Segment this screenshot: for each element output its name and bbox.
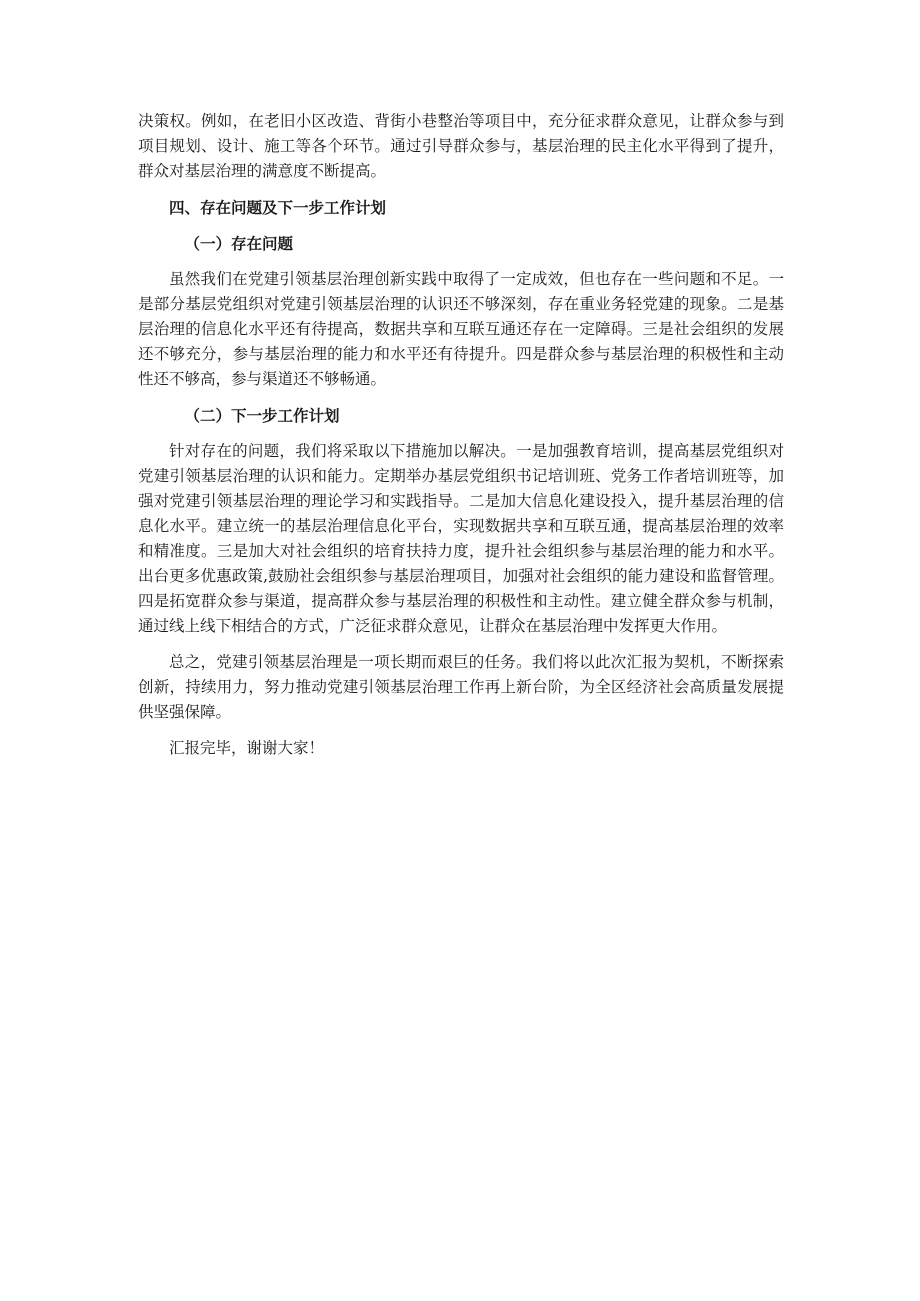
- document-page: [138, 109, 784, 761]
- paragraph-problems: 虽然我们在党建引领基层治理创新实践中取得了一定成效，但也存在一些问题和不足。一是部分基层党组织对党建引领基层治理的认识还不够深刻，存在重业务轻党建的现象。二是基层治理的信息化水平还有待提高，数据共享和互联互通还存在一定障碍。三是社会组织的发展还不够充分，参与基层治理的能力和水平还有待提升。四是群众参与基层治理的积极性和主动性还不够高，参与渠道还不够畅通。: [138, 270, 784, 388]
- subsection-2-heading: （二）下一步工作计划: [184, 406, 340, 425]
- paragraph-intro-tail: 决策权。例如，在老旧小区改造、背街小巷整治等项目中，充分征求群众意见，让群众参与到项目规划、设计、施工等各个环节。通过引导群众参与，基层治理的民主化水平得到了提升，群众对基层治理的满意度不断提高。: [138, 112, 784, 180]
- paragraph-summary: 总之，党建引领基层治理是一项长期而艰巨的任务。我们将以此次汇报为契机，不断探索创新，持续用力，努力推动党建引领基层治理工作再上新台阶，为全区经济社会高质量发展提供坚强保障。: [138, 653, 784, 721]
- section-4-heading: 四、存在问题及下一步工作计划: [169, 198, 387, 217]
- subsection-1-heading: （一）存在问题: [184, 234, 294, 253]
- closing-line: 汇报完毕，谢谢大家！: [169, 739, 325, 757]
- paragraph-next-steps: 针对存在的问题，我们将采取以下措施加以解决。一是加强教育培训，提高基层党组织对党建引领基层治理的认识和能力。定期举办基层党组织书记培训班、党务工作者培训班等，加强对党建引领基层治理的理论学习和实践指导。二是加大信息化建设投入，提升基层治理的信息化水平。建立统一的基层治理信息化平台，实现数据共享和互联互通，提高基层治理的效率和精准度。三是加大对社会组织的培育扶持力度，提升社会组织参与基层治理的能力和水平。出台更多优惠政策,鼓励社会组织参与基层治理项目，加强对社会组织的能力建设和监督管理。四是拓宽群众参与渠道，提高群众参与基层治理的积极性和主动性。建立健全群众参与机制，通过线上线下相结合的方式，广泛征求群众意见，让群众在基层治理中发挥更大作用。: [138, 442, 784, 635]
